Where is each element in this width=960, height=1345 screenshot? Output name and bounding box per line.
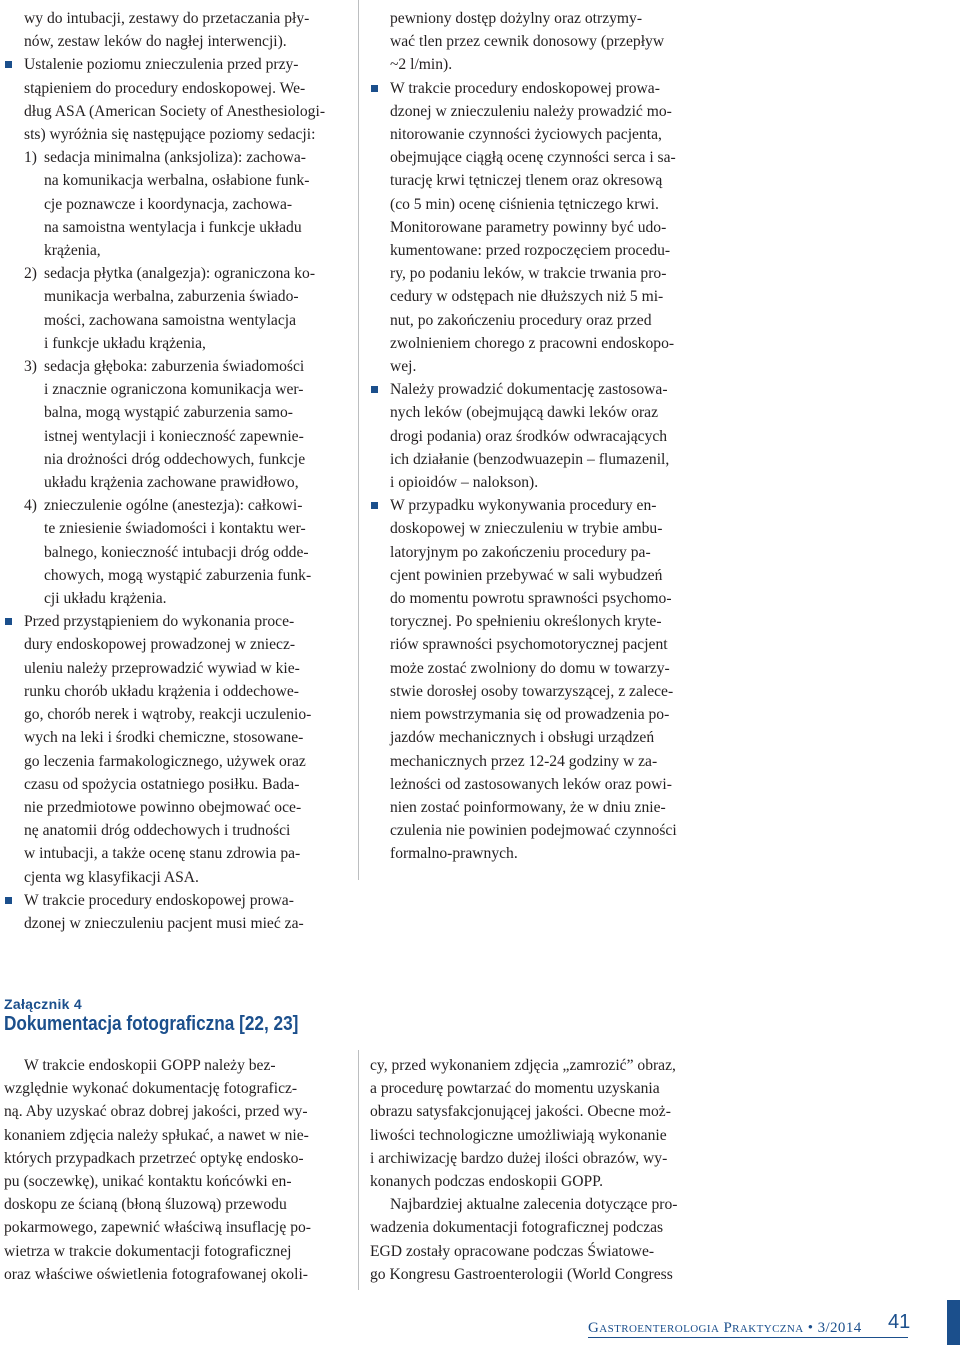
column-divider xyxy=(358,0,359,880)
annex-left-column xyxy=(4,1054,348,1286)
bullet-text: W trakcie procedury endoskopowej prowa- dzonej w znieczuleniu pacjent musi mieć za- xyxy=(24,891,304,932)
sedation-level-item xyxy=(4,355,348,494)
list-number: 3) xyxy=(24,358,37,376)
list-number: 1) xyxy=(24,149,37,167)
annex-paragraph: Najbardziej aktualne zalecenia dotyczące pro- wadzenia dokumentacji fotograficznej podczas EGD zostały opracowane podczas Światowe- go Kongresu Gastroenterologii (World Congress xyxy=(370,1196,678,1283)
left-column xyxy=(4,7,348,935)
annex-label: Załącznik 4 xyxy=(4,996,83,1012)
sedation-level-text: sedacja minimalna (anksjoliza): zachowa- na komunikacja werbalna, osłabione funk- cje poznawcze i koordynacja, zachowa- na samoistna wentylacja i funkcje układu krążenia, xyxy=(44,149,310,260)
sedation-level-text: sedacja płytka (analgezja): ograniczona ko- munikacja werbalna, zaburzenia świado- mości, zachowana samoistna wentylacja i funkcje układu krążenia, xyxy=(44,265,316,352)
list-item xyxy=(4,889,348,935)
sedation-level-text: sedacja głęboka: zaburzenia świadomości i znacznie ograniczona komunikacja wer- balna, mogą wystąpić zaburzenia samo- istnej wentylacji i konieczność zapewnie- nia drożności dróg oddechowych, funkcje układu krążenia zachowane prawidłowo, xyxy=(44,358,306,492)
footer-divider xyxy=(588,1337,908,1338)
sedation-level-item xyxy=(4,494,348,610)
page-number: 41 xyxy=(888,1311,911,1333)
bullet-text: Ustalenie poziomu znieczulenia przed przy- stąpieniem do procedury endoskopowej. We- dług ASA (American Society of Anesthesiologi- sts) wyróżnia się następujące poziomy sedacji: xyxy=(24,56,326,144)
paragraph-continuation: wy do intubacji, zestawy do przetaczania pły- nów, zestaw leków do nagłej interwencji). xyxy=(24,10,310,51)
list-number: 2) xyxy=(24,265,37,283)
section-title: Dokumentacja fotograficzna [22, 23] xyxy=(4,1013,299,1035)
list-item xyxy=(370,494,712,865)
journal-name: Gastroenterologia Praktyczna • 3/2014 xyxy=(588,1320,862,1336)
bullet-text: Należy prowadzić dokumentację zastosowa- nych leków (obejmującą dawki leków oraz drogi podania) oraz środków odwracających ich działanie (benzodwuazepin – flumazenil, i opioidów – nalokson). xyxy=(390,381,670,492)
list-item xyxy=(4,53,348,146)
page-edge-tab xyxy=(947,1300,960,1345)
list-item xyxy=(370,77,712,379)
list-item xyxy=(4,610,348,888)
square-bullet-icon xyxy=(5,897,12,904)
list-number: 4) xyxy=(24,497,37,515)
square-bullet-icon xyxy=(371,85,378,92)
list-item xyxy=(370,378,712,494)
square-bullet-icon xyxy=(371,386,378,393)
paragraph-continuation: pewniony dostęp dożylny oraz otrzymy- wać tlen przez cewnik donosowy (przepływ ~2 l/min). xyxy=(390,10,665,74)
sedation-level-item xyxy=(4,146,348,262)
sedation-level-text: znieczulenie ogólne (anestezja): całkowi- te zniesienie świadomości i kontaktu wer- balnego, konieczność intubacji dróg odde- chowych, mogą wystąpić zaburzenia funk- cji układu krążenia. xyxy=(44,497,312,608)
annex-paragraph: W trakcie endoskopii GOPP należy bez- względnie wykonać dokumentację fotograficz- ną. Aby uzyskać obraz dobrej jakości, przed wy- konaniem zdjęcia należy spłukać, a nawet w nie- których przypadkach przetrzeć optykę endosko- pu (soczewkę), unikać kontaktu końcówki en- doskopu ze ścianą (błoną śluzową) przewodu pokarmowego, zapewnić właściwą insuflację po- wietrza w trakcie dokumentacji fotograficznej oraz właściwe oświetlenia fotografowanej okoli- xyxy=(4,1057,311,1283)
annex-paragraph: cy, przed wykonaniem zdjęcia „zamrozić” obraz, a procedurę powtarzać do momentu uzyskania obrazu satysfakcjonującej jakości. Obecne moż- liwości technologiczne umożliwiają wykonanie i archiwizację bardzo dużej ilości obrazów, wy- konanych podczas endoskopii GOPP. xyxy=(370,1057,676,1191)
right-column xyxy=(370,7,712,866)
bullet-text: W przypadku wykonywania procedury en- doskopowej w znieczuleniu w trybie ambu- latoryjnym po zakończeniu procedury pa- cjent powinien przebywać w sali wybudzeń do momentu powrotu sprawności psychomo- torycznej. Po spełnieniu określonych kryte- riów sprawności psychomotorycznej pacjent może zostać zwolniony do domu w towarzy- stwie dorosłej osoby towarzyszącej, z zalece- niem powstrzymania się od prowadzenia po- jazdów mechanicznych i obsługi urządzeń mechanicznych przez 12-24 godziny w za- leżności od zastosowanych leków oraz powi- nien zostać poinformowany, że w dniu znie- czulenia nie powinien podejmować czynności formalno-prawnych. xyxy=(390,497,677,863)
column-divider xyxy=(358,1050,359,1290)
square-bullet-icon xyxy=(5,61,12,68)
square-bullet-icon xyxy=(5,618,12,625)
square-bullet-icon xyxy=(371,502,378,509)
bullet-text: W trakcie procedury endoskopowej prowa- dzonej w znieczuleniu należy prowadzić mo- nitorowanie czynności życiowych pacjenta, obejmujące ciągłą ocenę czynności serca i sa- turację krwi tętniczej tlenem oraz okresową (co 5 min) ocenę ciśnienia tętniczego krwi. Monitorowane parametry powinny być udo- kumentowane: przed rozpoczęciem procedu- ry, po podaniu leków, w trakcie trwania pro- cedury w odstępach nie dłuższych niż 5 mi- nut, po zakończeniu procedury oraz przed zwolnieniem chorego z pracowni endoskopo- wej. xyxy=(390,79,676,376)
annex-right-column xyxy=(370,1054,712,1286)
bullet-text: Przed przystąpieniem do wykonania proce- dury endoskopowej prowadzonej w zniecz- uleniu należy przeprowadzić wywiad w kie- runku chorób układu krążenia i oddechowe- go, chorób nerek i wątroby, reakcji uczulenio- wych na leki i środki chemiczne, stosowane- go leczenia farmakologicznego, używek oraz czasu od spożycia ostatniego posiłku. Bada- nie przedmiotowe powinno obejmować oce- nę anatomii dróg oddechowych i trudności w intubacji, a także ocenę stanu zdrowia pa- cjenta wg klasyfikacji ASA. xyxy=(24,613,312,886)
sedation-level-item xyxy=(4,262,348,355)
